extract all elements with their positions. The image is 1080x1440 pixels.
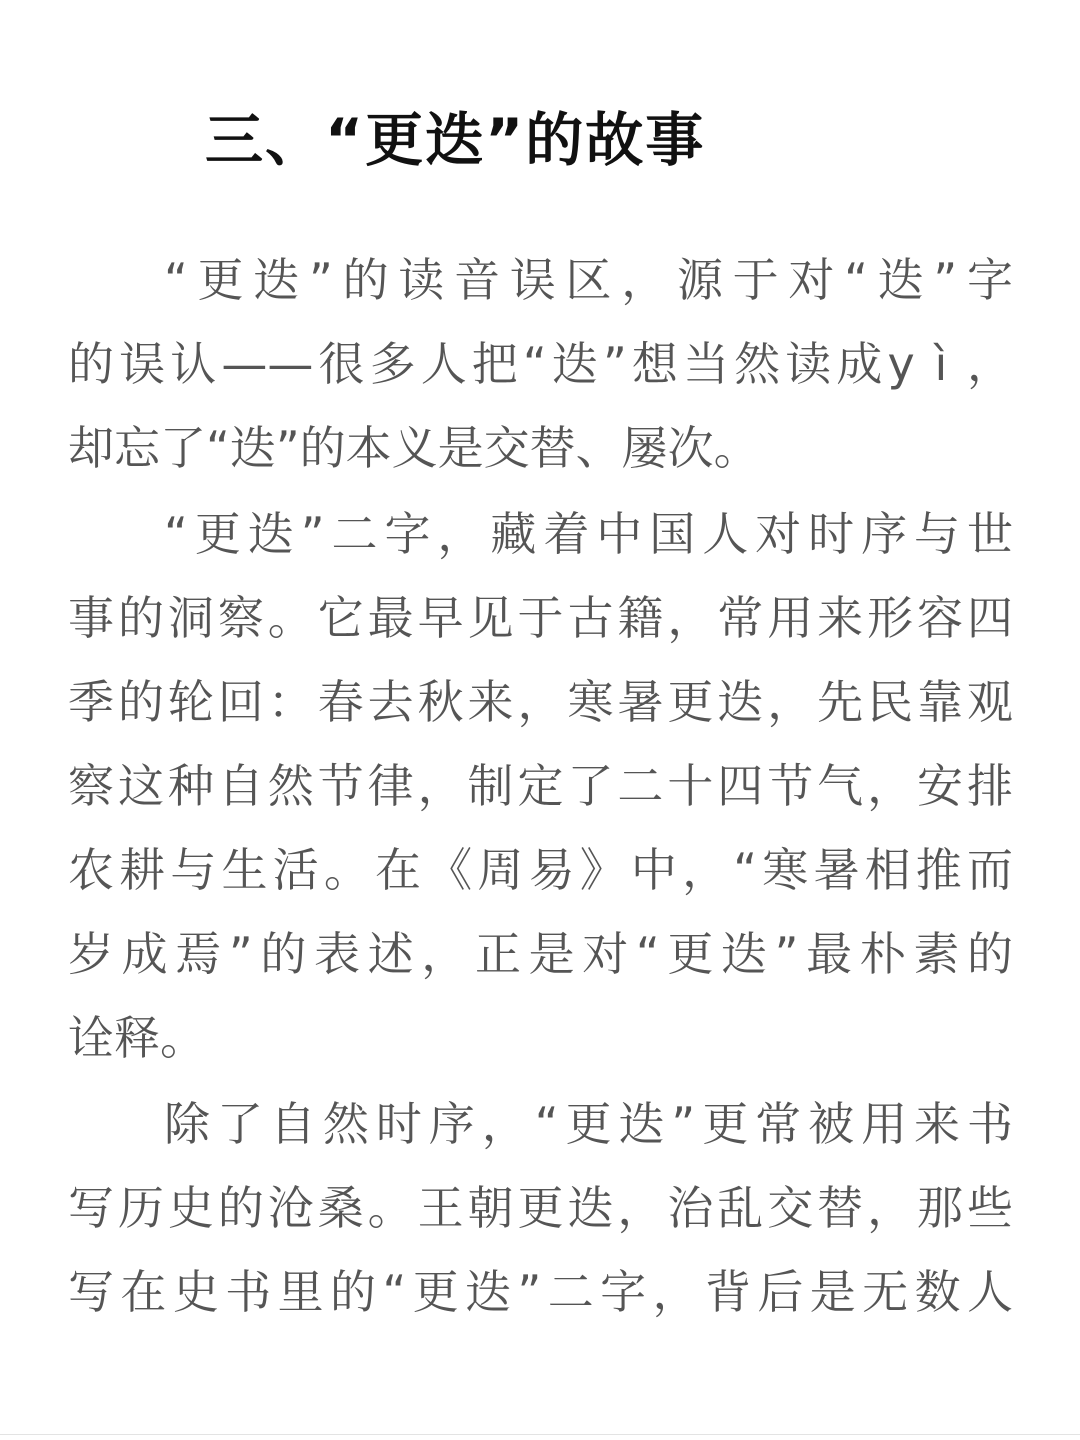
paragraph-1-line-3: 却忘了“迭”的本义是交替、屡次。 bbox=[68, 421, 760, 475]
paragraph-1-line-2: 的误认——很多人把“迭”想当然读成y ì ， bbox=[68, 337, 1013, 391]
paragraph-3-line-2: 写历史的沧桑。王朝更迭，治乱交替，那些 bbox=[68, 1181, 1013, 1235]
bottom-divider bbox=[0, 1434, 1080, 1435]
page-title: 三、“更迭”的故事 bbox=[205, 106, 706, 174]
paragraph-2-line-3: 季的轮回：春去秋来，寒暑更迭，先民靠观 bbox=[68, 675, 1013, 729]
paragraph-2-line-6: 岁成焉”的表述，正是对“更迭”最朴素的 bbox=[68, 927, 1013, 981]
paragraph-2-line-7: 诠释。 bbox=[68, 1011, 206, 1065]
paragraph-1-line-1: “更迭”的读音误区，源于对“迭”字 bbox=[164, 253, 1013, 307]
paragraph-2-line-2: 事的洞察。它最早见于古籍，常用来形容四 bbox=[68, 591, 1013, 645]
paragraph-2-line-1: “更迭”二字，藏着中国人对时序与世 bbox=[164, 507, 1013, 561]
paragraph-3-line-3: 写在史书里的“更迭”二字，背后是无数人 bbox=[68, 1265, 1013, 1319]
paragraph-3-line-1: 除了自然时序，“更迭”更常被用来书 bbox=[164, 1097, 1013, 1151]
paragraph-2-line-4: 察这种自然节律，制定了二十四节气，安排 bbox=[68, 759, 1013, 813]
paragraph-2-line-5: 农耕与生活。在《周易》中，“寒暑相推而 bbox=[68, 843, 1013, 897]
